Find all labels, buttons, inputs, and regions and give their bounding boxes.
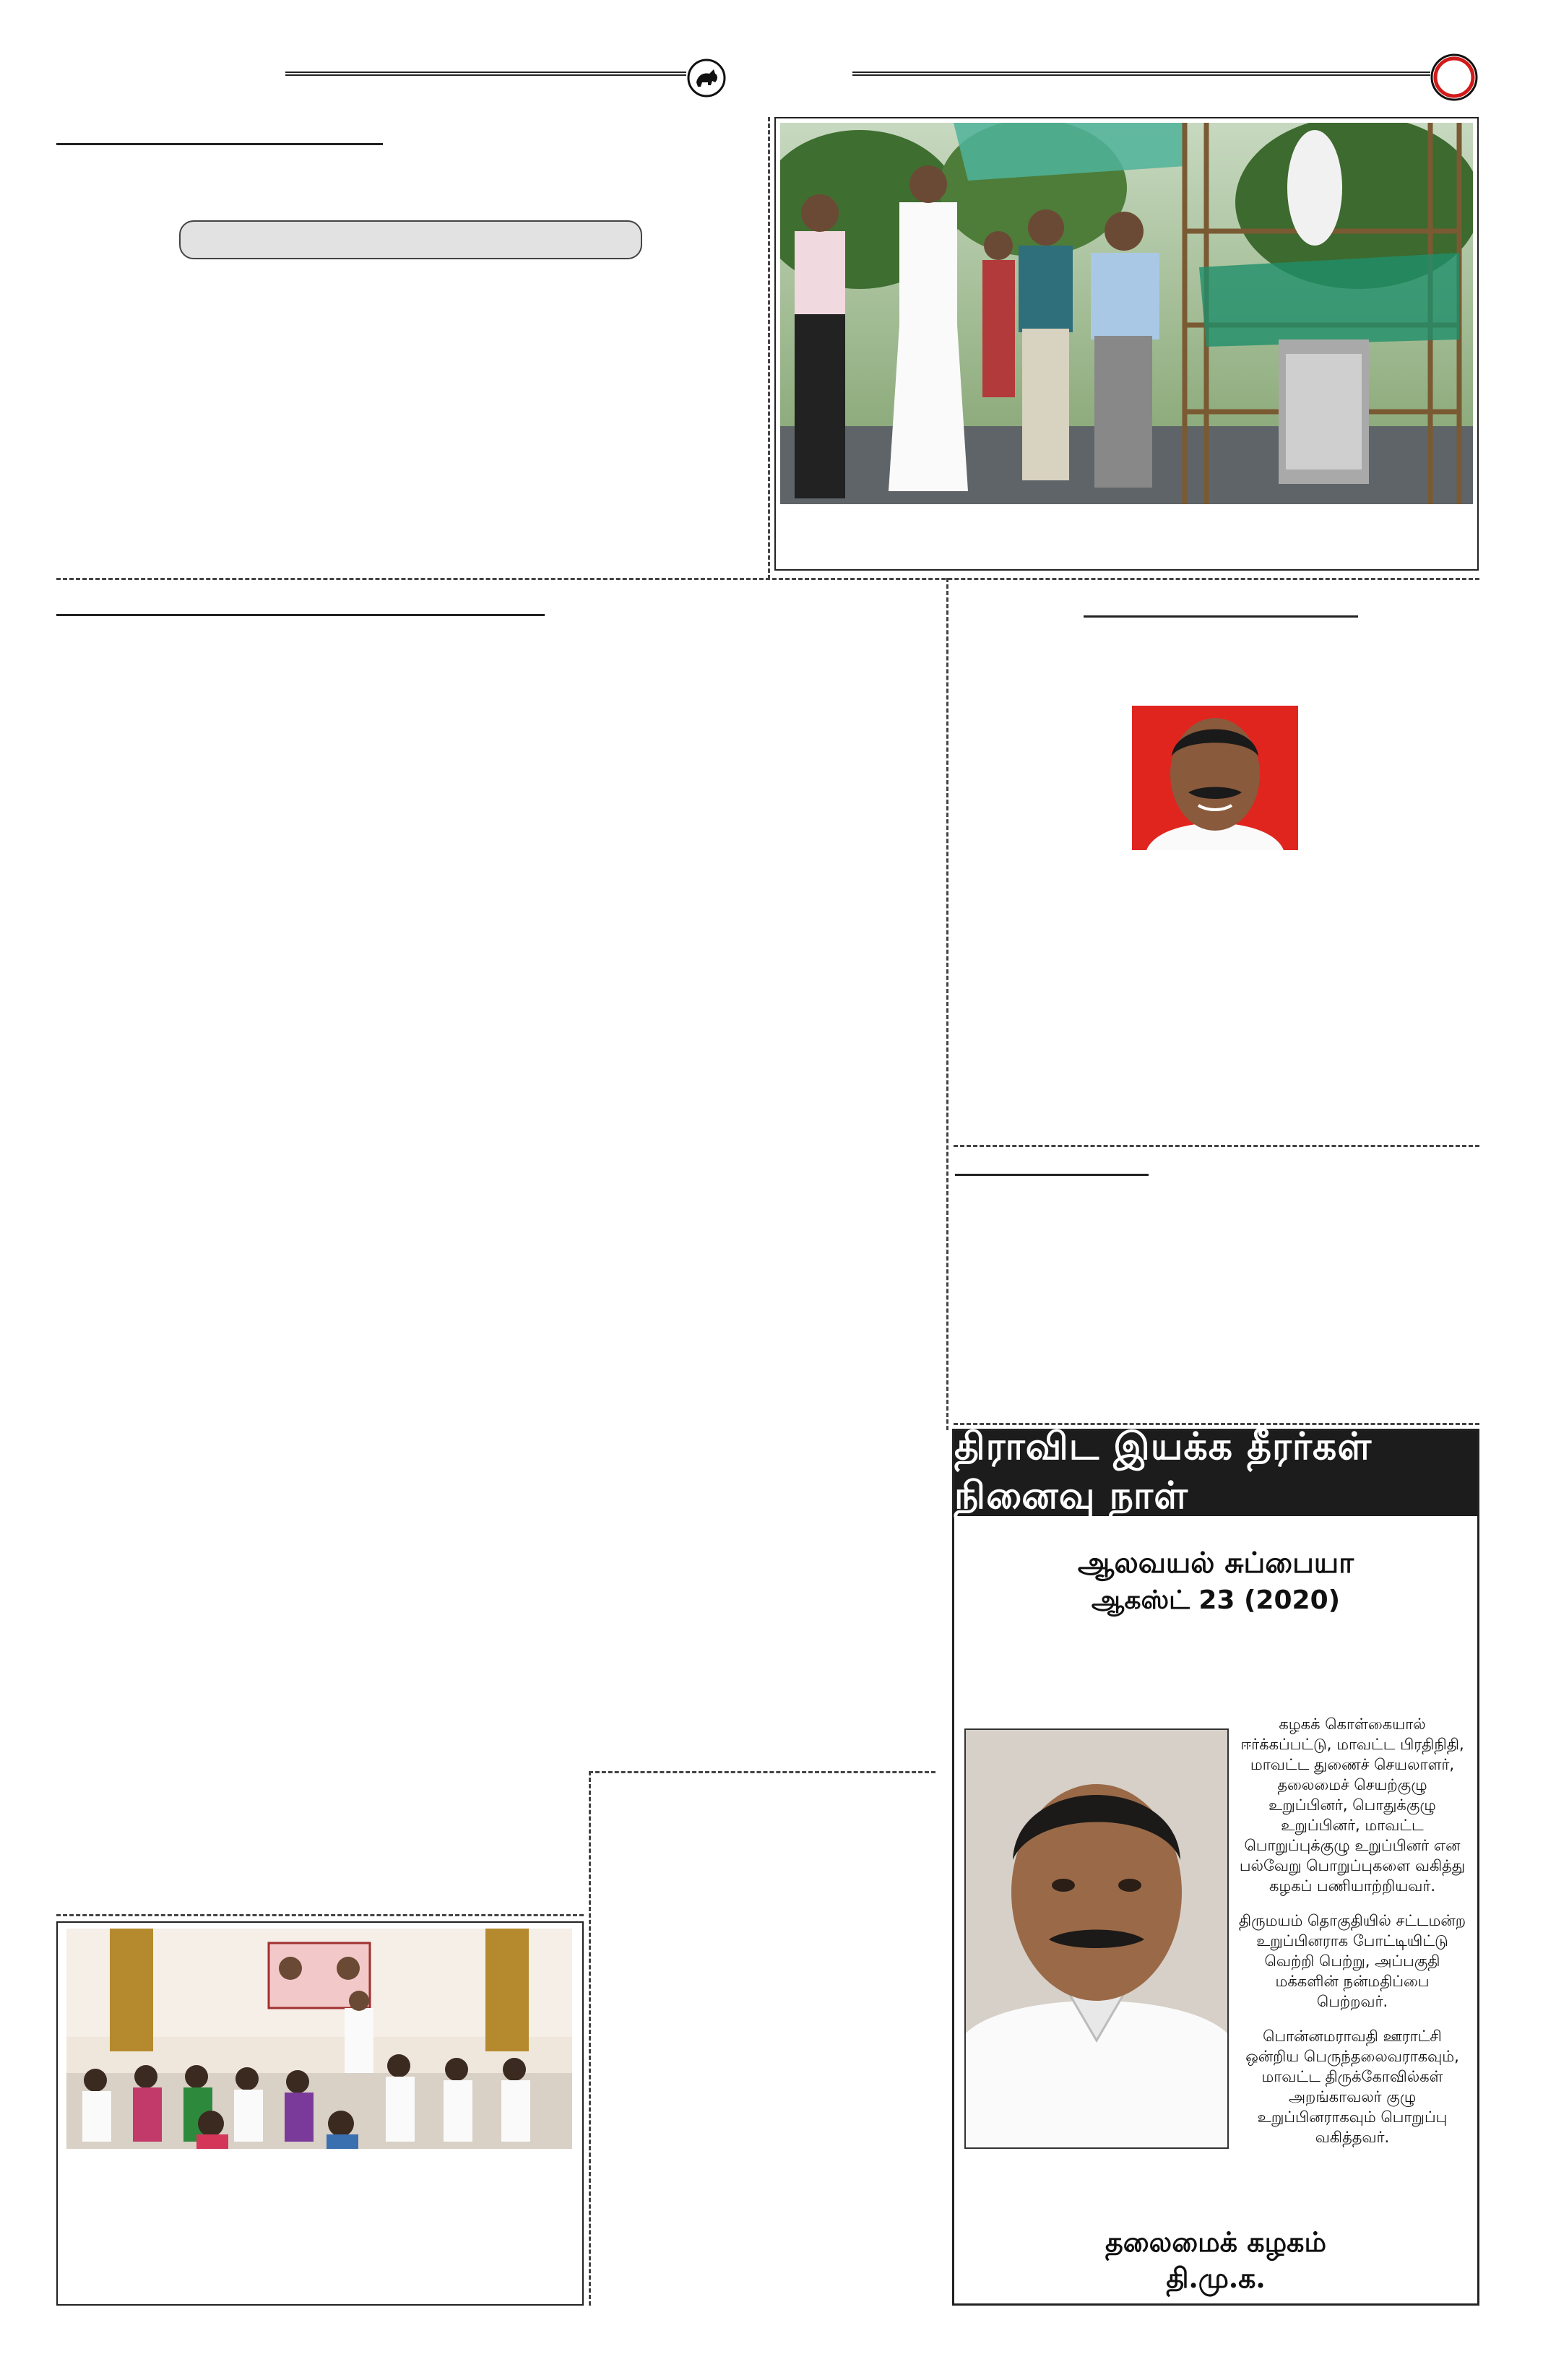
statue-inspection-photo <box>780 123 1473 504</box>
right-small-heading-rule <box>955 1174 1149 1176</box>
masthead-rule-left <box>285 72 686 73</box>
memorial-bio-paragraph-2: திருமயம் தொகுதியில் சட்டமன்ற உறுப்பினராக போட்டியிட்டு வெற்றி பெற்று, அப்பகுதி மக்களின் நன்மதிப்பை பெற்றவர். <box>1238 1912 1466 2010</box>
article-heading-rule <box>56 143 383 145</box>
section-divider-top <box>56 578 1479 580</box>
inner-box-top-rule <box>589 1771 935 1773</box>
memorial-date: ஆகஸ்ட் 23 (2020) <box>1091 1585 1341 1615</box>
memorial-bio-paragraph-3: பொன்னமராவதி ஊராட்சி ஒன்றிய பெருந்தலைவராகவும், மாவட்ட திருக்கோவில்கள் அறங்காவலர் குழு உறுப்பினராகவும் பொறுப்பு வகித்தவர். <box>1245 2028 1459 2146</box>
statue-photo-frame <box>774 117 1479 571</box>
memorial-footer-line1: தலைமைக் கழகம் <box>1105 2225 1327 2258</box>
leader-portrait-photo <box>1132 706 1298 850</box>
memorial-portrait-photo <box>964 1728 1229 2149</box>
article-subheading-bar <box>179 220 642 259</box>
meeting-photo-frame <box>56 1921 584 2306</box>
memorial-banner: திராவிட இயக்க தீரர்கள் நினைவு நாள் <box>954 1431 1477 1516</box>
bull-emblem-icon <box>686 58 727 98</box>
photo-box-top-rule <box>56 1914 584 1916</box>
main-article-heading-rule <box>56 614 545 616</box>
column-divider-top <box>768 117 770 579</box>
memorial-name: ஆலவயல் சுப்பையா <box>1077 1546 1354 1580</box>
right-section-divider-1 <box>954 1145 1479 1147</box>
masthead-rule-right <box>852 72 1430 73</box>
memorial-panel <box>952 1424 1479 2306</box>
right-article-heading-rule <box>1084 615 1358 618</box>
memorial-bio <box>1237 1714 1467 2162</box>
memorial-bio-paragraph-1: கழகக் கொள்கையால் ஈர்க்கப்பட்டு, மாவட்ட பிரதிநிதி, மாவட்ட துணைச் செயலாளர், தலைமைச் செயற்குழு உறுப்பினர், பொதுக்குழு உறுப்பினர், மாவட்ட பொறுப்புக்குழு உறுப்பினர் என பல்வேறு பொறுப்புகளை வகித்து கழகப் பணியாற்றியவர். <box>1239 1715 1466 1895</box>
page-circle-icon <box>1429 52 1479 103</box>
inner-box-divider <box>589 1771 591 2306</box>
memorial-footer-line2: தி.மு.க. <box>1166 2262 1266 2294</box>
column-divider-main <box>946 578 948 1430</box>
party-meeting-photo <box>66 1929 572 2149</box>
